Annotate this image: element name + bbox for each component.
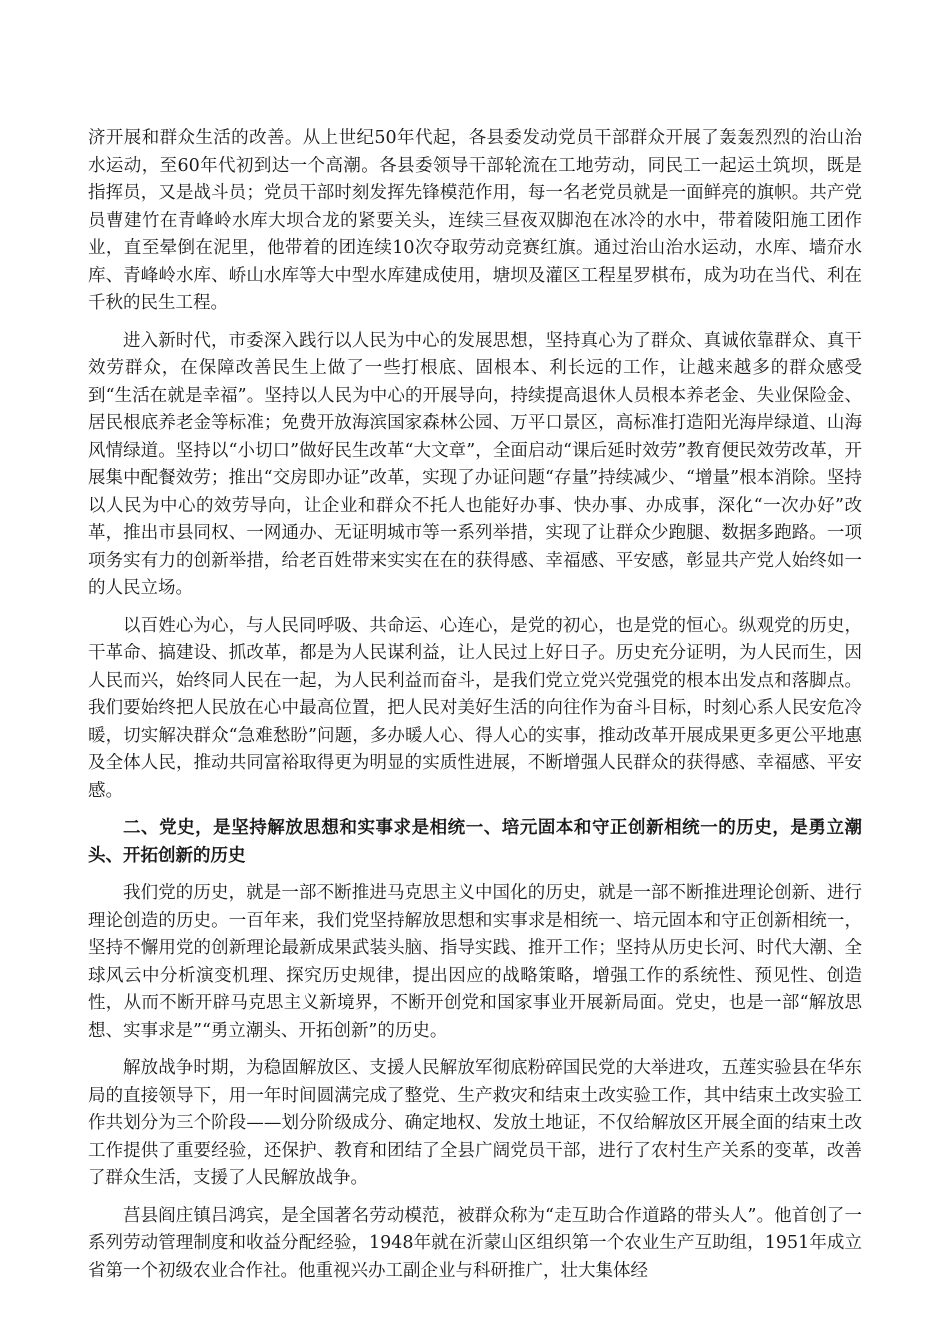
paragraph-3: 以百姓心为心，与人民同呼吸、共命运、心连心，是党的初心，也是党的恒心。纵观党的历史，干革命、搞建设、抓改革，都是为人民谋利益，让人民过上好日子。历史充分证明，为人民而生，因人民而兴，始终同人民在一起，为人民利益而奋斗，是我们党立党兴党强党的根本出发点和落脚点。我们要始终把人民放在心中最高位置，把人民对美好生活的向往作为奋斗目标，时刻心系人民安危冷暖，切实解决群众“急难愁盼”问题，多办暖人心、得人心的实事，推动改革开展成果更多更公平地惠及全体人民，推动共同富裕取得更为明显的实质性进展，不断增强人民群众的获得感、幸福感、平安感。 bbox=[88, 615, 862, 801]
paragraph-1: 济开展和群众生活的改善。从上世纪50年代起，各县委发动党员干部群众开展了轰轰烈烈的治山治水运动，至60年代初到达一个高潮。各县委领导干部轮流在工地劳动，同民工一起运土筑坝，既是指挥员，又是战斗员；党员干部时刻发挥先锋模范作用，每一名老党员就是一面鲜亮的旗帜。共产党员曹建竹在青峰岭水库大坝合龙的紧要关头，连续三昼夜双脚泡在冰冷的水中，带着陵阳施工团作业，直至晕倒在泥里，他带着的团连续10次夺取劳动竞赛红旗。通过治山治水运动，水库、墙夼水库、青峰岭水库、峤山水库等大中型水库建成使用，塘坝及灌区工程星罗棋布，成为功在当代、利在千秋的民生工程。 bbox=[88, 128, 862, 313]
paragraph-6: 莒县阎庄镇吕鸿宾，是全国著名劳动模范，被群众称为“走互助合作道路的带头人”。他首创了一系列劳动管理制度和收益分配经验，1948年就在沂蒙山区组织第一个农业生产互助组，1951年成立省第一个初级农业合作社。他重视兴办工副企业与科研推广，壮大集体经 bbox=[88, 1205, 862, 1281]
section-heading: 二、党史，是坚持解放思想和实事求是相统一、培元固本和守正创新相统一的历史，是勇立潮头、开拓创新的历史 bbox=[88, 818, 862, 866]
paragraph-5: 解放战争时期，为稳固解放区、支援人民解放军彻底粉碎国民党的大举进攻，五莲实验县在华东局的直接领导下，用一年时间圆满完成了整党、生产救灾和结束土改实验工作，其中结束土改实验工作共划分为三个阶段——划分阶级成分、确定地权、发放土地证，不仅给解放区开展全面的结束土改工作提供了重要经验，还保护、教育和团结了全县广阔党员干部，进行了农村生产关系的变革，改善了群众生活，支援了人民解放战争。 bbox=[88, 1058, 862, 1188]
paragraph-2: 进入新时代，市委深入践行以人民为中心的发展思想，坚持真心为了群众、真诚依靠群众、真干效劳群众，在保障改善民生上做了一些打根底、固根本、利长远的工作，让越来越多的群众感受到“生活在就是幸福”。坚持以人民为中心的开展导向，持续提高退休人员根本养老金、失业保险金、居民根底养老金等标准；免费开放海滨国家森林公园、万平口景区，高标准打造阳光海岸绿道、山海风情绿道。坚持以“小切口”做好民生改革“大文章”，全面启动“课后延时效劳”教育便民效劳改革，开展集中配餐效劳；推出“交房即办证”改革，实现了办证问题“存量”持续减少、“增量”根本消除。坚持以人民为中心的效劳导向，让企业和群众不托人也能好办事、快办事、办成事，深化“一次办好”改革，推出市县同权、一网通办、无证明城市等一系列举措，实现了让群众少跑腿、数据多跑路。一项项务实有力的创新举措，给老百姓带来实实在在的获得感、幸福感、平安感，彰显共产党人始终如一的人民立场。 bbox=[88, 330, 862, 598]
paragraph-4: 我们党的历史，就是一部不断推进马克思主义中国化的历史，就是一部不断推进理论创新、进行理论创造的历史。一百年来，我们党坚持解放思想和实事求是相统一、培元固本和守正创新相统一，坚持不懈用党的创新理论最新成果武装头脑、指导实践、推开工作；坚持从历史长河、时代大潮、全球风云中分析演变机理、探究历史规律，提出因应的战略策略，增强工作的系统性、预见性、创造性，从而不断开辟马克思主义新境界，不断开创党和国家事业开展新局面。党史，也是一部“解放思想、实事求是”“勇立潮头、开拓创新”的历史。 bbox=[88, 883, 862, 1041]
